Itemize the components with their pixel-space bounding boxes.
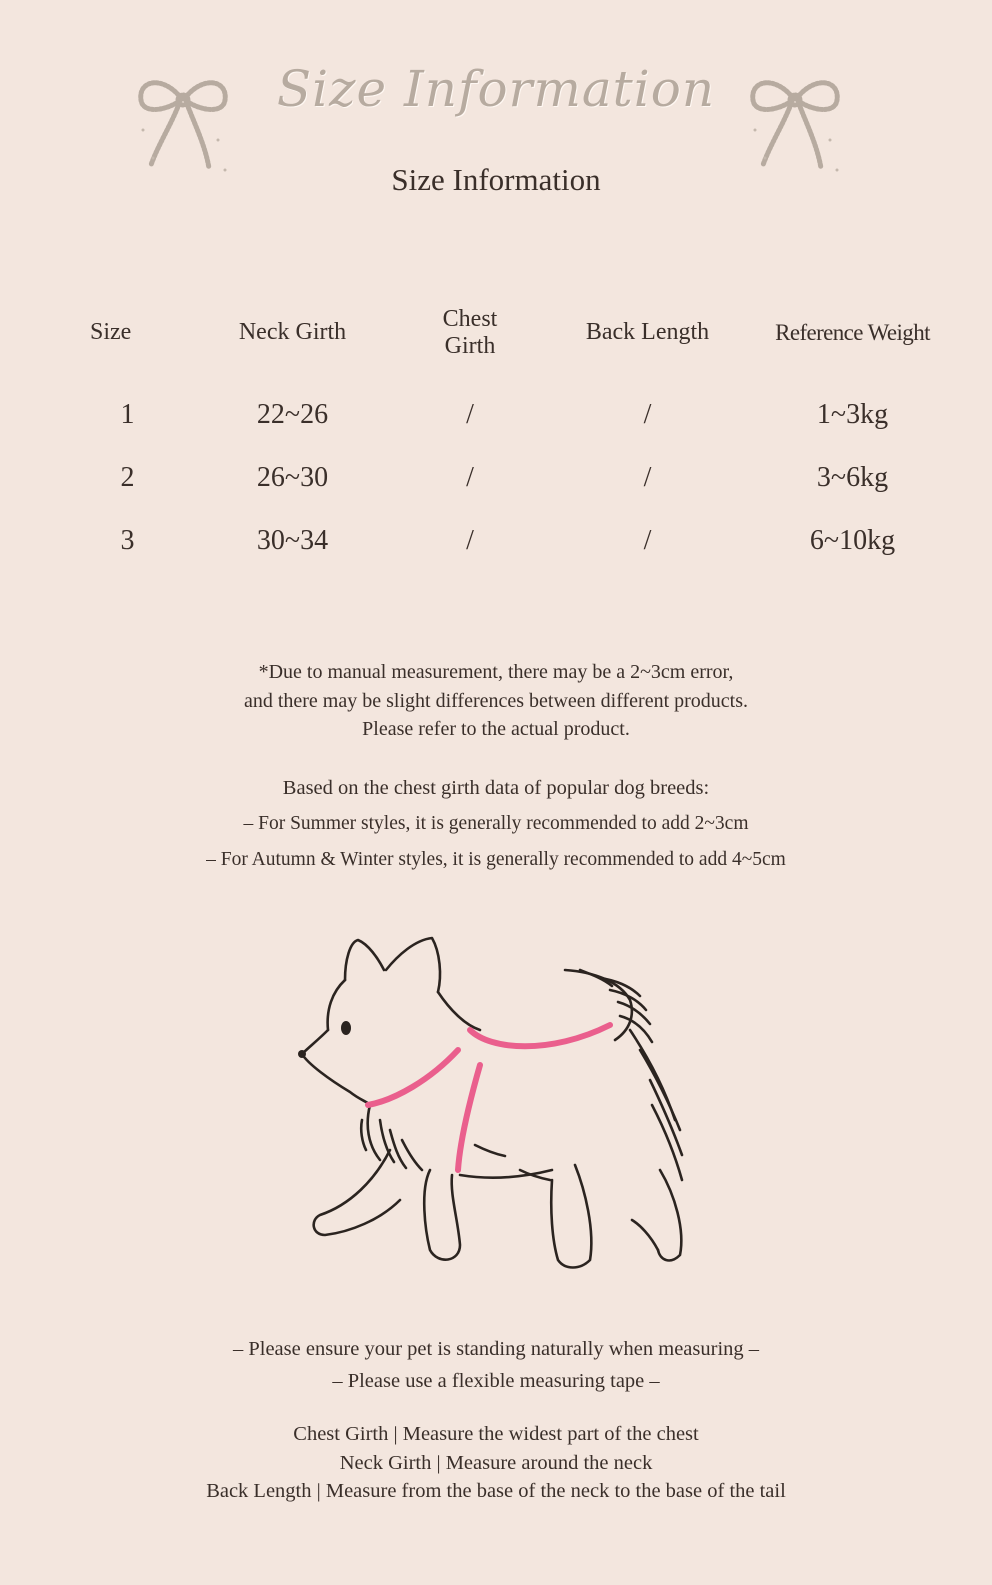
guide-neck-girth: Neck Girth | Measure around the neck	[339, 1451, 653, 1474]
cell-weight: 6~10kg	[809, 524, 896, 556]
table-body	[90, 383, 930, 572]
cell-size: 2	[120, 461, 135, 493]
breed-intro: Based on the chest girth data of popular dog breeds:	[282, 777, 710, 799]
page-title: Size Information	[391, 162, 601, 197]
header-neck-girth: Neck Girth	[238, 319, 347, 345]
cell-weight: 1~3kg	[816, 398, 889, 430]
cell-back: /	[643, 461, 652, 493]
measurement-disclaimer	[0, 658, 992, 744]
table-row	[90, 383, 930, 446]
header-chest-girth: Chest Girth	[442, 305, 498, 359]
measuring-tips	[0, 1333, 992, 1397]
guide-chest-girth: Chest Girth | Measure the widest part of the chest	[293, 1423, 699, 1445]
cell-back: /	[643, 398, 652, 430]
cell-neck: 26~30	[256, 461, 329, 493]
guide-back-length: Back Length | Measure from the base of the neck to the base of the tail	[206, 1480, 786, 1502]
header-reference-weight: Reference Weight	[775, 319, 930, 345]
tip-line-1: – Please ensure your pet is standing naturally when measuring –	[232, 1338, 760, 1360]
cell-neck: 22~26	[256, 398, 329, 430]
cell-chest: /	[466, 398, 474, 430]
cell-weight: 3~6kg	[816, 461, 889, 493]
cell-neck: 30~34	[256, 524, 329, 556]
cell-size: 3	[120, 524, 135, 556]
breed-recommendations	[0, 770, 992, 878]
dog-illustration-icon	[290, 930, 720, 1280]
disclaimer-line-1: *Due to manual measurement, there may be a 2~3cm error,	[258, 661, 734, 683]
header-back-length: Back Length	[585, 319, 710, 345]
tip-line-2: – Please use a flexible measuring tape –	[332, 1370, 660, 1392]
cell-size: 1	[120, 398, 135, 430]
measurement-guide	[0, 1420, 992, 1506]
cell-chest: /	[466, 461, 474, 493]
table-row	[90, 446, 930, 509]
winter-recommendation: – For Autumn & Winter styles, it is generally recommended to add 4~5cm	[206, 849, 786, 870]
size-table	[90, 305, 930, 572]
cell-back: /	[643, 524, 652, 556]
summer-recommendation: – For Summer styles, it is generally recommended to add 2~3cm	[243, 813, 749, 834]
table-header-row	[90, 305, 930, 359]
table-row	[90, 509, 930, 572]
disclaimer-line-3: Please refer to the actual product.	[362, 718, 630, 740]
cell-chest: /	[466, 524, 474, 556]
decorative-script-title: Size Information	[276, 60, 716, 118]
disclaimer-line-2: and there may be slight differences between different products.	[243, 689, 749, 712]
header-size: Size	[90, 319, 132, 345]
